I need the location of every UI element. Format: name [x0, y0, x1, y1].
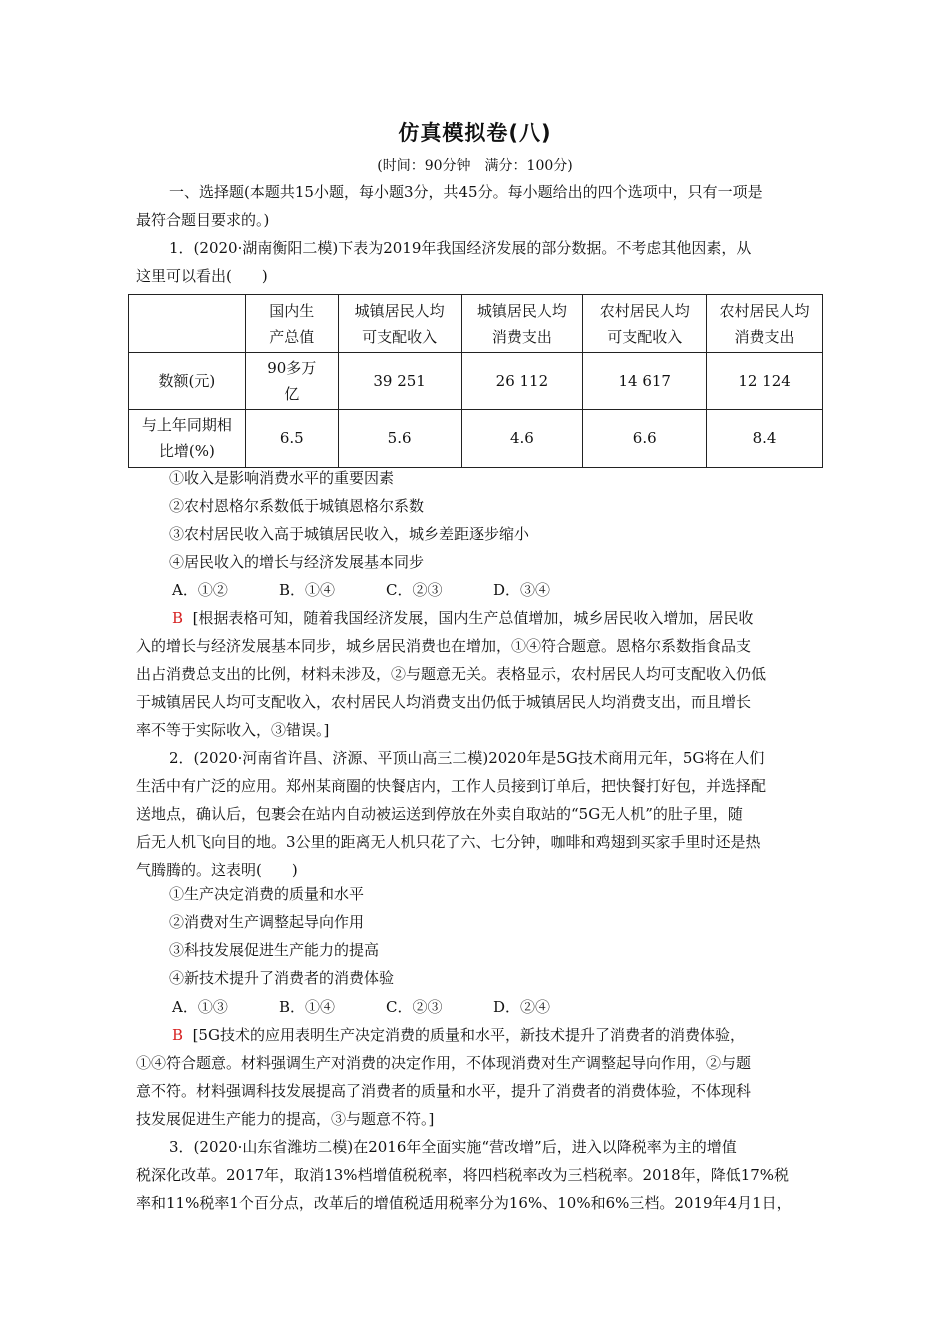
q1-item: ②农村恩格尔系数低于城镇恩格尔系数: [169, 497, 425, 515]
page-title: 仿真模拟卷(八): [398, 121, 552, 145]
section-intro-line: 一、选择题(本题共15小题，每小题3分，共45分。每小题给出的四个选项中，只有一项是: [169, 183, 763, 201]
q2-item: ④新技术提升了消费者的消费体验: [169, 969, 395, 987]
q1-explain-line: 出占消费总支出的比例，材料未涉及，②与题意无关。表格显示，农村居民人均可支配收入仍低: [136, 665, 767, 683]
q2-stem-line: 2．(2020·河南省许昌、济源、平顶山高三二模)2020年是5G技术商用元年，5G将在人们: [169, 749, 765, 767]
q3-stem-line: 税深化改革。2017年，取消13%档增值税税率，将四档税率改为三档税率。2018年，降低17%税: [136, 1166, 790, 1184]
q2-options: [172, 993, 862, 1021]
table-row-label: 数额(元): [129, 353, 246, 409]
table-cell: 6.6: [583, 409, 707, 467]
q1-explain-line: 入的增长与经济发展基本同步，城乡居民消费也在增加，①④符合题意。恩格尔系数指食品支: [136, 637, 752, 655]
q2-option-b: B．①④: [279, 998, 336, 1016]
table-header-row: [129, 295, 823, 353]
q1-explain-line: 率不等于实际收入，③错误。]: [136, 721, 330, 739]
table-cell: 26 112: [461, 353, 583, 409]
q1-explain-line: B [根据表格可知，随着我国经济发展，国内生产总值增加，城乡居民收入增加，居民收: [172, 609, 754, 627]
table-row: [129, 353, 823, 409]
table-header-cell: 国内生 产总值: [245, 295, 338, 353]
q2-option-d: D．②④: [493, 998, 551, 1016]
q2-explain-line: 意不符。材料强调科技发展提高了消费者的质量和水平，提升了消费者的消费体验，不体现科: [136, 1082, 752, 1100]
table-header-cell: 城镇居民人均 可支配收入: [338, 295, 461, 353]
economic-data-table: [128, 294, 823, 468]
q1-option-b: B．①④: [279, 581, 336, 599]
q2-stem-line: 后无人机飞向目的地。3公里的距离无人机只花了六、七分钟，咖啡和鸡翅到买家手里时还是热: [136, 833, 761, 851]
q1-item: ④居民收入的增长与经济发展基本同步: [169, 553, 425, 571]
q2-stem-line: 生活中有广泛的应用。郑州某商圈的快餐店内，工作人员接到订单后，把快餐打好包，并选择配: [136, 777, 767, 795]
q1-explain-line: 于城镇居民人均可支配收入，农村居民人均消费支出仍低于城镇居民人均消费支出，而且增长: [136, 693, 752, 711]
q1-option-a: A．①②: [172, 581, 228, 599]
q1-item: ③农村居民收入高于城镇居民收入，城乡差距逐步缩小: [169, 525, 530, 543]
table-row: [129, 409, 823, 467]
table-cell: 8.4: [707, 409, 823, 467]
q1-stem-line: 这里可以看出( ): [136, 267, 268, 285]
q2-option-a: A．①③: [172, 998, 228, 1016]
q3-stem-line: 率和11%税率1个百分点，改革后的增值税适用税率分为16%、10%和6%三档。2019年4月1日，: [136, 1194, 792, 1212]
q1-answer-letter: B: [172, 609, 184, 627]
q2-explain-line: ①④符合题意。材料强调生产对消费的决定作用，不体现消费对生产调整起导向作用，②与题: [136, 1054, 752, 1072]
q2-explain-line: 技发展促进生产能力的提高，③与题意不符。]: [136, 1110, 435, 1128]
table-cell: 5.6: [338, 409, 461, 467]
table-row-label: 与上年同期相 比增(%): [129, 409, 246, 467]
q2-item: ②消费对生产调整起导向作用: [169, 913, 365, 931]
table-header-cell: 城镇居民人均 消费支出: [461, 295, 583, 353]
table-cell: 12 124: [707, 353, 823, 409]
table-cell: 14 617: [583, 353, 707, 409]
q2-stem-line: 气腾腾的。这表明( ): [136, 861, 298, 879]
q1-stem-line: 1．(2020·湖南衡阳二模)下表为2019年我国经济发展的部分数据。不考虑其他因素，从: [169, 239, 752, 257]
table-header-cell: 农村居民人均 消费支出: [707, 295, 823, 353]
exam-time-score: (时间：90分钟 满分：100分): [377, 158, 573, 174]
table-corner-cell: [129, 295, 246, 353]
q2-item: ①生产决定消费的质量和水平: [169, 885, 365, 903]
q3-stem-line: 3．(2020·山东省潍坊二模)在2016年全面实施“营改增”后，进入以降税率为主的增值: [169, 1138, 737, 1156]
table-header-cell: 农村居民人均 可支配收入: [583, 295, 707, 353]
q2-option-c: C．②③: [386, 998, 443, 1016]
q2-item: ③科技发展促进生产能力的提高: [169, 941, 380, 959]
table-cell: 4.6: [461, 409, 583, 467]
table-cell: 6.5: [245, 409, 338, 467]
q1-options: [172, 576, 862, 604]
q2-answer-letter: B: [172, 1026, 184, 1044]
section-intro-line: 最符合题目要求的。): [136, 211, 270, 229]
q1-item: ①收入是影响消费水平的重要因素: [169, 469, 395, 487]
q2-stem-line: 送地点，确认后，包裹会在站内自动被运送到停放在外卖自取站的“5G无人机”的肚子里，随: [136, 805, 743, 823]
q2-explain-line: B [5G技术的应用表明生产决定消费的质量和水平，新技术提升了消费者的消费体验，: [172, 1026, 745, 1044]
q1-option-d: D．③④: [493, 581, 551, 599]
q1-option-c: C．②③: [386, 581, 443, 599]
table-cell: 90多万 亿: [245, 353, 338, 409]
table-cell: 39 251: [338, 353, 461, 409]
